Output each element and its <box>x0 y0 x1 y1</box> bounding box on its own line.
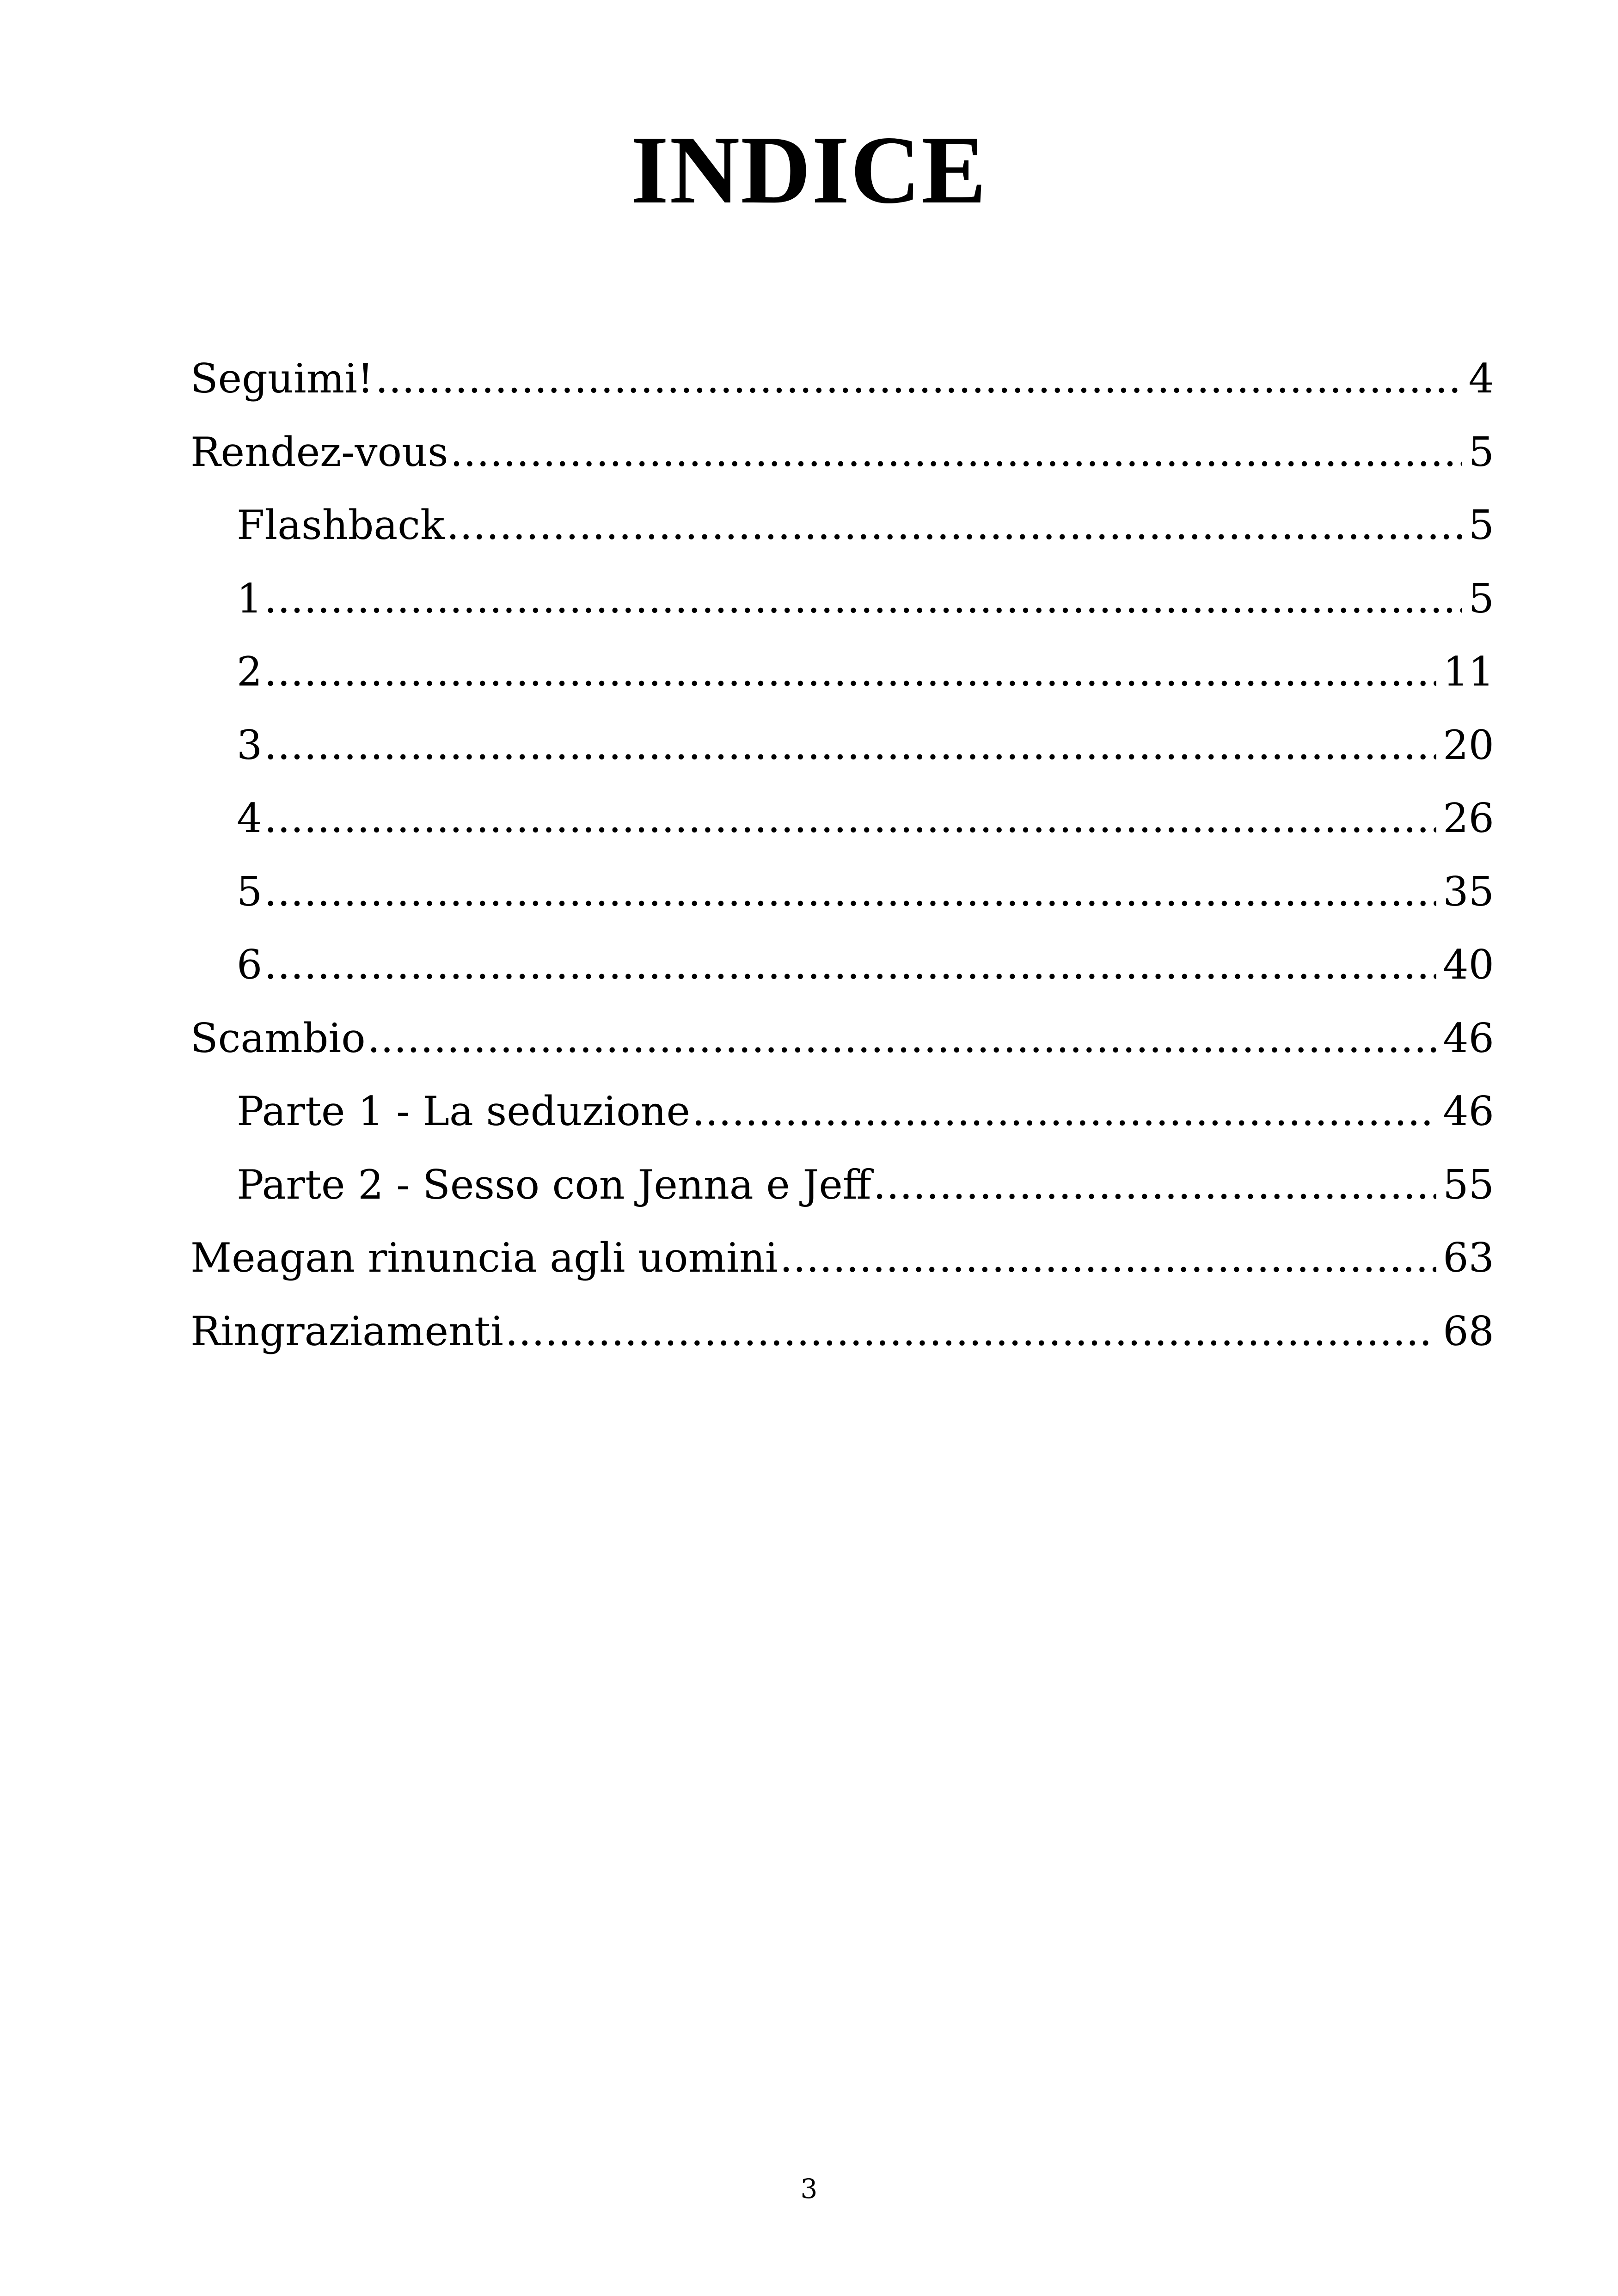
toc-entry-title: Seguimi! <box>190 355 374 402</box>
toc-dot-leader <box>264 782 1436 855</box>
toc-entry-title: Flashback <box>237 502 445 549</box>
toc-entry-title: 3 <box>237 721 263 769</box>
toc-dot-leader <box>368 1002 1437 1075</box>
toc-dot-leader <box>692 1075 1436 1148</box>
toc-dot-leader <box>375 342 1462 416</box>
toc-entry-page: 63 <box>1443 1234 1494 1281</box>
toc-dot-leader <box>450 416 1462 489</box>
toc-subentry[interactable] <box>190 562 1494 636</box>
toc-entry-page: 40 <box>1443 941 1494 988</box>
toc-subentry[interactable] <box>190 928 1494 1002</box>
toc-dot-leader <box>264 709 1436 782</box>
toc-entry-title: Scambio <box>190 1014 366 1062</box>
toc-dot-leader <box>505 1295 1436 1368</box>
toc-entry-page: 68 <box>1443 1307 1494 1355</box>
toc-entry[interactable] <box>190 1221 1494 1295</box>
toc-entry-title: Meagan rinuncia agli uomini <box>190 1234 778 1281</box>
toc-subentry[interactable] <box>190 635 1494 709</box>
toc-entry[interactable] <box>190 1002 1494 1075</box>
toc-entry-page: 11 <box>1443 648 1494 695</box>
toc-subentry[interactable] <box>190 489 1494 562</box>
toc-subentry[interactable] <box>190 782 1494 855</box>
toc-entry-page: 35 <box>1443 868 1494 915</box>
toc-entry-page: 4 <box>1468 355 1494 402</box>
toc-entry-title: 2 <box>237 648 263 695</box>
toc-dot-leader <box>264 928 1436 1002</box>
toc-entry-page: 5 <box>1468 575 1494 622</box>
toc-entry-title: Parte 1 - La seduzione <box>237 1088 690 1135</box>
toc-dot-leader <box>873 1148 1437 1222</box>
toc-entry-page: 5 <box>1468 502 1494 549</box>
toc-entry-page: 55 <box>1443 1161 1494 1208</box>
toc-entry[interactable] <box>190 1295 1494 1368</box>
toc-entry-title: 1 <box>237 575 263 622</box>
toc-subentry[interactable] <box>190 1148 1494 1222</box>
toc-entry-page: 46 <box>1443 1014 1494 1062</box>
toc-subentry[interactable] <box>190 855 1494 929</box>
toc-entry-title: 5 <box>237 868 263 915</box>
toc-entry-page: 26 <box>1443 795 1494 842</box>
toc-entry[interactable] <box>190 416 1494 489</box>
toc-entry-title: 6 <box>237 941 263 988</box>
toc-subentry[interactable] <box>190 1075 1494 1148</box>
toc-dot-leader <box>264 635 1436 709</box>
toc-entry-page: 5 <box>1468 428 1494 476</box>
toc-dot-leader <box>447 489 1462 562</box>
toc-subentry[interactable] <box>190 709 1494 782</box>
toc-entry-page: 20 <box>1443 721 1494 769</box>
page-title: INDICE <box>631 116 987 224</box>
toc-dot-leader <box>264 562 1462 636</box>
toc-entry-title: Rendez-vous <box>190 428 448 476</box>
toc-entry[interactable] <box>190 342 1494 416</box>
table-of-contents <box>190 342 1494 1368</box>
toc-entry-title: Ringraziamenti <box>190 1307 503 1355</box>
toc-entry-title: Parte 2 - Sesso con Jenna e Jeff <box>237 1161 871 1208</box>
toc-dot-leader <box>264 855 1436 929</box>
toc-entry-title: 4 <box>237 795 263 842</box>
toc-entry-page: 46 <box>1443 1088 1494 1135</box>
page-number: 3 <box>800 2173 818 2204</box>
toc-dot-leader <box>780 1221 1437 1295</box>
